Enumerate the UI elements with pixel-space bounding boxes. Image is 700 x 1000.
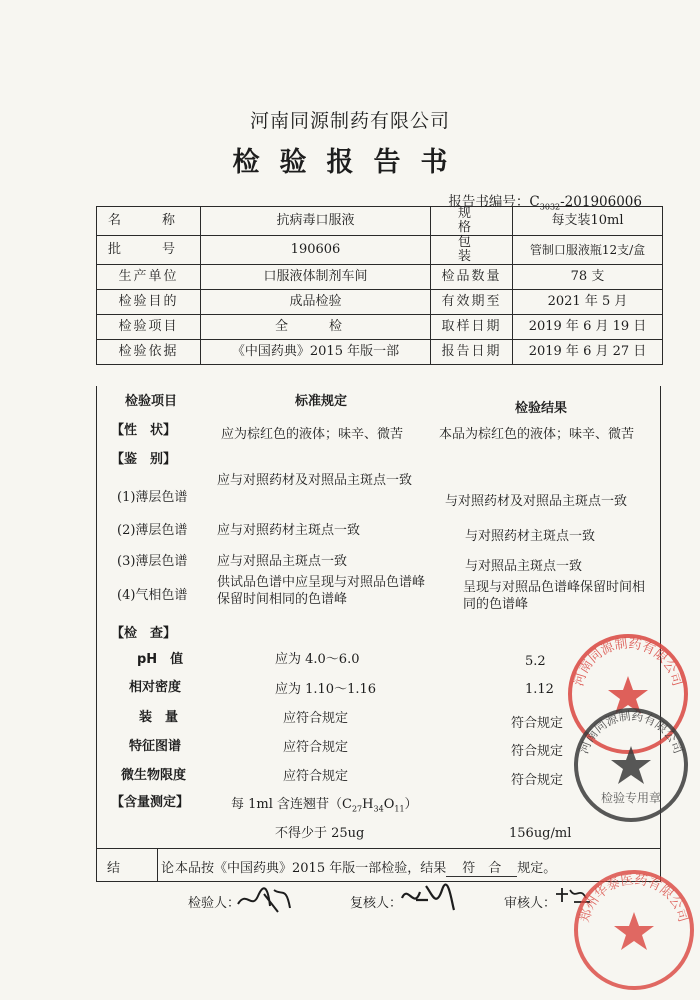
- ph-result: 5.2: [525, 654, 546, 669]
- assay-o: O: [383, 797, 395, 812]
- volume-result: 符合规定: [511, 716, 564, 731]
- table-row: [97, 265, 663, 290]
- tlc2-standard: 应与对照药材主斑点一致: [217, 523, 361, 538]
- tlc3-label: (3)薄层色谱: [117, 554, 188, 569]
- svg-text:河南同源制药有限公司: 河南同源制药有限公司: [571, 636, 685, 689]
- conclusion-text: [175, 857, 556, 877]
- report-number-label: 报告书编号：: [448, 194, 530, 210]
- svg-text:河南同源制药有限公司: 河南同源制药有限公司: [576, 708, 686, 756]
- inspection-item-label: 检验项目: [97, 315, 201, 340]
- density-result: 1.12: [525, 682, 554, 697]
- tlc3-result: 与对照品主斑点一致: [465, 559, 583, 574]
- report-number-sub: 3032: [539, 202, 561, 212]
- purpose-value: 成品检验: [201, 290, 431, 315]
- conclusion-divider: [157, 849, 158, 881]
- approver-label: 审核人：: [504, 896, 557, 911]
- microbial-label: 微生物限度: [121, 768, 187, 783]
- table-row: [97, 290, 663, 315]
- table-row: [97, 236, 663, 265]
- conclusion-label: 结 论: [107, 861, 189, 876]
- producer-label: 生产单位: [97, 265, 201, 290]
- assay-label: 【含量测定】: [111, 795, 190, 810]
- expiry-value: 2021 年 5 月: [513, 290, 663, 315]
- pack-value: 管制口服液瓶12支/盒: [513, 236, 663, 265]
- microbial-standard: 应符合规定: [283, 769, 349, 784]
- reviewer-label: 复核人：: [350, 896, 403, 911]
- col-result-header: 检验结果: [515, 401, 568, 416]
- basis-label: 检验依据: [97, 340, 201, 365]
- company-name: 河南同源制药有限公司: [249, 110, 450, 132]
- assay-sub2: 34: [373, 804, 384, 814]
- tlc2-result: 与对照药材主斑点一致: [465, 529, 596, 544]
- name-value: 抗病毒口服液: [201, 207, 431, 236]
- tlc1-result: 与对照药材及对照品主斑点一致: [445, 494, 628, 509]
- appearance-label: 【性 状】: [111, 423, 177, 438]
- assay-sub1: 27: [351, 804, 363, 814]
- density-label: 相对密度: [129, 680, 182, 695]
- col-item-header: 检验项目: [125, 394, 178, 409]
- identification-label: 【鉴 别】: [111, 452, 177, 467]
- name-label: 名 称: [97, 207, 201, 236]
- report-number-suffix: -201906006: [560, 194, 642, 210]
- assay-h: H: [362, 797, 374, 812]
- quantity-value: 78 支: [513, 265, 663, 290]
- ph-standard: 应为 4.0～6.0: [275, 652, 360, 667]
- tlc1-label: (1)薄层色谱: [117, 490, 188, 505]
- product-info-table: [96, 206, 663, 365]
- conclusion-after: 规定。: [517, 861, 557, 876]
- document-title: 检验报告书: [232, 147, 468, 178]
- volume-label: 装 量: [139, 710, 179, 725]
- assay-sub3: 11: [394, 804, 405, 814]
- purpose-label: 检验目的: [97, 290, 201, 315]
- assay-text: 每 1ml 含连翘苷（C: [231, 797, 352, 812]
- tlc2-label: (2)薄层色谱: [117, 523, 188, 538]
- assay-result: 156ug/ml: [509, 826, 572, 841]
- approver-signature: [504, 892, 556, 911]
- reviewer-signature: [350, 892, 402, 911]
- batch-value: 190606: [201, 236, 431, 265]
- spec-value: 每支装10ml: [513, 207, 663, 236]
- distributor-seal: [572, 868, 696, 992]
- spec-label: 规 格: [431, 207, 513, 236]
- report-date-label: 报告日期: [431, 340, 513, 365]
- pack-label: 包 装: [431, 236, 513, 265]
- basis-value: 《中国药典》2015 年版一部: [201, 340, 431, 365]
- inspector-handwritten-signature: [234, 882, 296, 918]
- gc-standard: 供试品色谱中应呈现与对照品色谱峰保留时间相同的色谱峰: [217, 575, 426, 607]
- appearance-result: 本品为棕红色的液体；味辛、微苦: [439, 427, 635, 442]
- col-standard-header: 标准规定: [295, 394, 348, 409]
- sample-date-label: 取样日期: [431, 315, 513, 340]
- table-row: [97, 340, 663, 365]
- fingerprint-label: 特征图谱: [129, 739, 182, 754]
- inspector-label: 检验人：: [188, 896, 241, 911]
- svg-text:检验专用章: 检验专用章: [600, 791, 662, 805]
- sample-date-value: 2019 年 6 月 19 日: [513, 315, 663, 340]
- tlc3-standard: 应与对照品主斑点一致: [217, 554, 348, 569]
- fingerprint-result: 符合规定: [511, 744, 564, 759]
- assay-close: ）: [404, 797, 418, 812]
- density-standard: 应为 1.10～1.16: [275, 682, 377, 697]
- gc-label: (4)气相色谱: [117, 588, 188, 603]
- appearance-standard: 应为棕红色的液体；味辛、微苦: [221, 427, 404, 442]
- gc-result: 呈现与对照品色谱峰保留时间相同的色谱峰: [463, 580, 646, 612]
- ph-label: pH 值: [137, 652, 184, 667]
- assay-standard-line1: [231, 793, 418, 814]
- table-row: [97, 315, 663, 340]
- expiry-label: 有效期至: [431, 290, 513, 315]
- report-date-value: 2019 年 6 月 27 日: [513, 340, 663, 365]
- table-row: [97, 207, 663, 236]
- microbial-result: 符合规定: [511, 773, 564, 788]
- reviewer-handwritten-signature: [398, 880, 458, 916]
- conclusion-before: 本品按《中国药典》2015 年版一部检验，结果: [175, 861, 447, 876]
- fingerprint-standard: 应符合规定: [283, 740, 349, 755]
- report-number-prefix: C: [529, 194, 540, 210]
- batch-label: 批 号: [97, 236, 201, 265]
- inspector-signature: [188, 892, 240, 911]
- assay-standard-line2: 不得少于 25ug: [275, 826, 365, 841]
- volume-standard: 应符合规定: [283, 711, 349, 726]
- quantity-label: 检品数量: [431, 265, 513, 290]
- inspection-item-value: 全 检: [201, 315, 431, 340]
- conclusion-result: 符 合: [446, 857, 517, 877]
- inspection-seal: [572, 706, 690, 824]
- check-label: 【检 查】: [111, 626, 177, 641]
- tlc1-standard: 应与对照药材及对照品主斑点一致: [217, 473, 413, 488]
- svg-text:郑州华泰医药有限公司: 郑州华泰医药有限公司: [577, 872, 691, 925]
- producer-value: 口服液体制剂车间: [201, 265, 431, 290]
